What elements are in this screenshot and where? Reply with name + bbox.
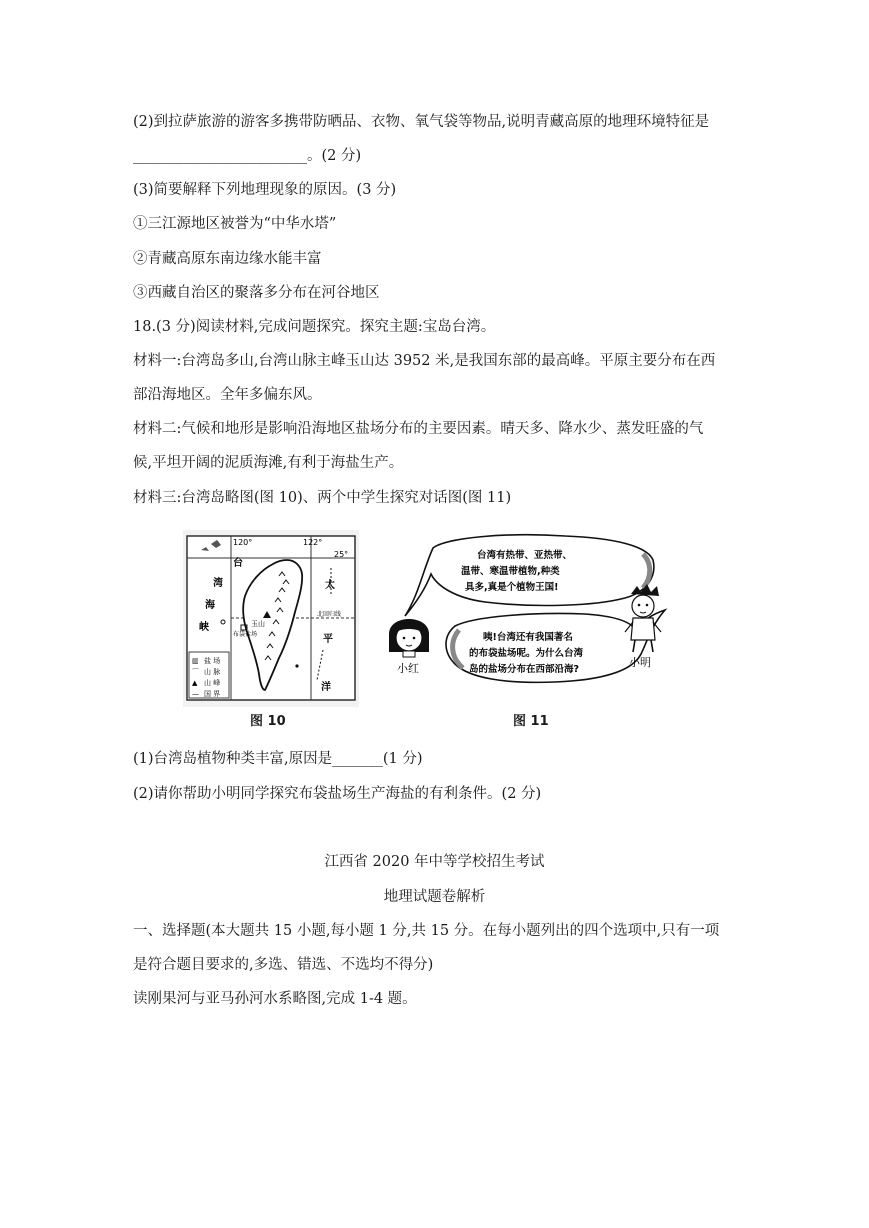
answer-subtitle: 地理试题卷解析 [383,889,486,905]
girl-xiaohong-icon [389,619,429,657]
section1-heading-line1: 一、选择题(本大题共 15 小题,每小题 1 分,共 15 分。在每小题列出的四个选项中,只有一项 [133,923,720,939]
figure-11-caption: 图 11 [513,714,549,729]
bubble-top-line-2: 温带、寒温带植物,种类 [461,566,560,577]
q18-subq-2: (2)请你帮助小明同学探究布袋盐场生产海盐的有利条件。(2 分) [133,786,542,802]
q18-material3: 材料三:台湾岛略图(图 10)、两个中学生探究对话图(图 11) [133,490,512,506]
figure-10-taiwan-map [183,530,359,707]
map-ocean-char-1: 太 [325,580,335,591]
map-strait-char-2: 湾 [213,578,223,589]
map-lat-25: 25° [334,550,349,559]
map-ocean-char-3: 洋 [321,682,331,693]
legend-symbol-peak: ▲ [192,679,198,687]
q18-material1-line2: 部沿海地区。全年多偏东风。 [133,387,322,403]
section1-heading-line2: 是符合题目要求的,多选、错选、不选均不得分) [133,957,434,973]
legend-label-peak: 山 峰 [204,679,221,687]
bubble-top-line-1: 台湾有热带、亚热带、 [477,550,573,561]
q18-material2-line2: 候,平坦开阔的泥质海滩,有利于海盐生产。 [133,455,404,471]
bubble-bottom-line-3: 岛的盐场分布在西部沿海? [469,664,580,675]
legend-symbol-saltfield: ▥ [192,657,199,665]
map-label-budai: 布袋盐场 [233,631,258,638]
figure-10-caption: 图 10 [250,714,286,729]
legend-label-border: 国 界 [204,690,221,698]
bubble-bottom-line-2: 的布袋盐场呢。为什么台湾 [469,648,584,659]
person-right-label: 小明 [629,656,651,669]
legend-label-range: 山 脉 [204,668,221,676]
map-label-tropic: 北回归线 [317,611,342,618]
q17-part2-line2: ________________________。(2 分) [133,148,362,164]
bubble-bottom-line-1: 咦!台湾还有我国著名 [483,632,573,643]
map-lon-122: 122° [303,538,323,547]
q17-item-1: ①三江源地区被誉为“中华水塔” [133,216,337,232]
q18-material2-line1: 材料二:气候和地形是影响沿海地区盐场分布的主要因素。晴天多、降水少、蒸发旺盛的气 [133,421,704,437]
map-lon-120: 120° [233,538,253,547]
q18-intro: 18.(3 分)阅读材料,完成问题探究。探究主题:宝岛台湾。 [133,319,496,335]
map-label-yushan: 玉山 [251,620,265,628]
map-ocean-char-2: 平 [323,634,333,645]
legend-symbol-border: — [192,690,199,698]
read-map-instruction: 读刚果河与亚马孙河水系略图,完成 1-4 题。 [133,991,417,1007]
answer-title: 江西省 2020 年中等学校招生考试 [324,854,545,870]
figure-11-dialogue [385,530,690,707]
q17-item-2: ②青藏高原东南边缘水能丰富 [133,251,322,267]
map-strait-char-3: 海 [205,600,215,611]
legend-symbol-range: ⌒ [192,668,199,676]
bubble-top-line-3: 具多,真是个植物王国! [465,582,559,593]
q17-item-3: ③西藏自治区的聚落多分布在河谷地区 [133,285,380,301]
q17-part3-prompt: (3)简要解释下列地理现象的原因。(3 分) [133,182,397,198]
q18-subq-1: (1)台湾岛植物种类丰富,原因是_______(1 分) [133,751,423,767]
person-left-label: 小红 [397,662,419,675]
q17-part2-line1: (2)到拉萨旅游的游客多携带防晒品、衣物、氧气袋等物品,说明青藏高原的地理环境特征是 [133,114,710,130]
q18-material1-line1: 材料一:台湾岛多山,台湾山脉主峰玉山达 3952 米,是我国东部的最高峰。平原主要分布在西 [133,353,716,369]
map-strait-char-1: 台 [233,558,243,569]
map-strait-char-4: 峡 [199,622,209,633]
legend-label-saltfield: 盐 场 [204,657,221,665]
